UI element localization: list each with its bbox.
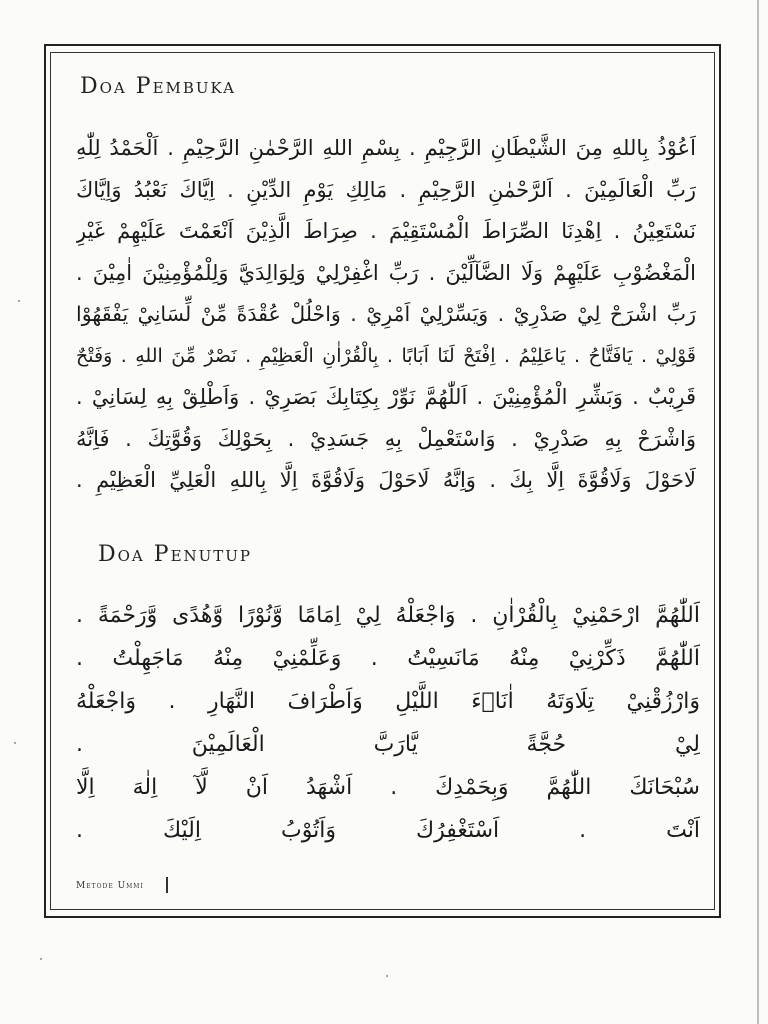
speck — [18, 300, 20, 302]
opening-prayer-text — [76, 128, 696, 502]
prayer-line: لَاحَوْلَ وَلَاقُوَّةَ اِلَّا بِكَ . وَاِنَّهُ لَاحَوْلَ وَلَاقُوَّةَ اِلَّا بِاللهِ الْعَلِيِّ الْعَظِيْمِ . — [76, 468, 696, 492]
prayer-line: اَنْتَ . اَسْتَغْفِرُكَ وَاَتُوْبُ اِلَيْكَ . — [76, 818, 700, 843]
prayer-line: اَللّٰهُمَّ ذَكِّرْنِيْ مِنْهُ مَانَسِيْتُ . وَعَلِّمْنِيْ مِنْهُ مَاجَهِلْتُ . — [76, 646, 700, 671]
prayer-line: نَسْتَعِيْنُ . اِهْدِنَا الصِّرَاطَ الْمُسْتَقِيْمَ . صِرَاطَ الَّذِيْنَ اَنْعَمْتَ عَلَيْهِمْ غَيْرِ — [76, 219, 696, 243]
prayer-line: لِيْ حُجَّةً يَّارَبَّ الْعَالَمِيْنَ . — [76, 732, 700, 757]
speck — [14, 742, 16, 744]
page-edge-line — [757, 0, 759, 1024]
prayer-line: رَبِّ الْعَالَمِيْنَ . اَلرَّحْمٰنِ الرَّحِيْمِ . مَالِكِ يَوْمِ الدِّيْنِ . اِيَّاكَ نَعْبُدُ وَاِيَّاكَ — [76, 177, 696, 202]
prayer-line: قَرِيْبٌ . وَبَشِّرِ الْمُؤْمِنِيْنَ . اَللّٰهُمَّ نَوِّرْ بِكِتَابِكَ بَصَرِيْ . وَاَطْلِقْ بِهِ لِسَانِيْ . — [76, 385, 696, 409]
speck — [40, 958, 42, 960]
prayer-line: وَاشْرَحْ بِهِ صَدْرِيْ . وَاسْتَعْمِلْ بِهِ جَسَدِيْ . بِحَوْلِكَ وَقُوَّتِكَ . فَاِنَّهُ — [76, 426, 696, 451]
prayer-line: الْمَغْضُوْبِ عَلَيْهِمْ وَلَا الضَّآلِّيْنَ . رَبِّ اغْفِرْلِيْ وَلِوَالِدَيَّ وَلِلْمُؤْمِنِيْنَ اٰمِيْنَ . — [76, 260, 696, 285]
closing-prayer-text — [76, 594, 700, 852]
footer-book-title: Metode Ummi — [76, 881, 144, 891]
prayer-line: اَللّٰهُمَّ ارْحَمْنِيْ بِالْقُرْاٰنِ . وَاجْعَلْهُ لِيْ اِمَامًا وَّنُوْرًا وَّهُدًى وَّرَحْمَةً . — [76, 603, 700, 628]
closing-prayer-heading: Doa Penutup — [98, 542, 253, 567]
prayer-line: رَبِّ اشْرَحْ لِيْ صَدْرِيْ . وَيَسِّرْلِيْ اَمْرِيْ . وَاحْلُلْ عُقْدَةً مِّنْ لِّسَانِيْ يَفْقَهُوْا — [76, 302, 696, 326]
prayer-line: سُبْحَانَكَ اللّٰهُمَّ وَبِحَمْدِكَ . اَشْهَدُ اَنْ لَّآ اِلٰهَ اِلَّا — [76, 775, 700, 800]
prayer-line: قَوْلِيْ . يَافَتَّاحُ . يَاعَلِيْمُ . اِفْتَحْ لَنَا اَبَابًا . بِالْقُرْاٰنِ الْعَظِيْمِ . نَصْرٌ مِّنَ اللهِ . وَفَتْحٌ — [76, 344, 696, 367]
opening-prayer-heading: Doa Pembuka — [80, 74, 236, 99]
footer-separator — [166, 877, 168, 893]
prayer-line: اَعُوْذُ بِاللهِ مِنَ الشَّيْطَانِ الرَّجِيْمِ . بِسْمِ اللهِ الرَّحْمٰنِ الرَّحِيْمِ . اَلْحَمْدُ لِلّٰهِ — [76, 136, 696, 160]
speck — [386, 975, 388, 977]
prayer-line: وَارْزُقْنِيْ تِلَاوَتَهُ اٰنَاۤءَ اللَّيْلِ وَاَطْرَافَ النَّهَارِ . وَاجْعَلْهُ — [76, 689, 700, 714]
